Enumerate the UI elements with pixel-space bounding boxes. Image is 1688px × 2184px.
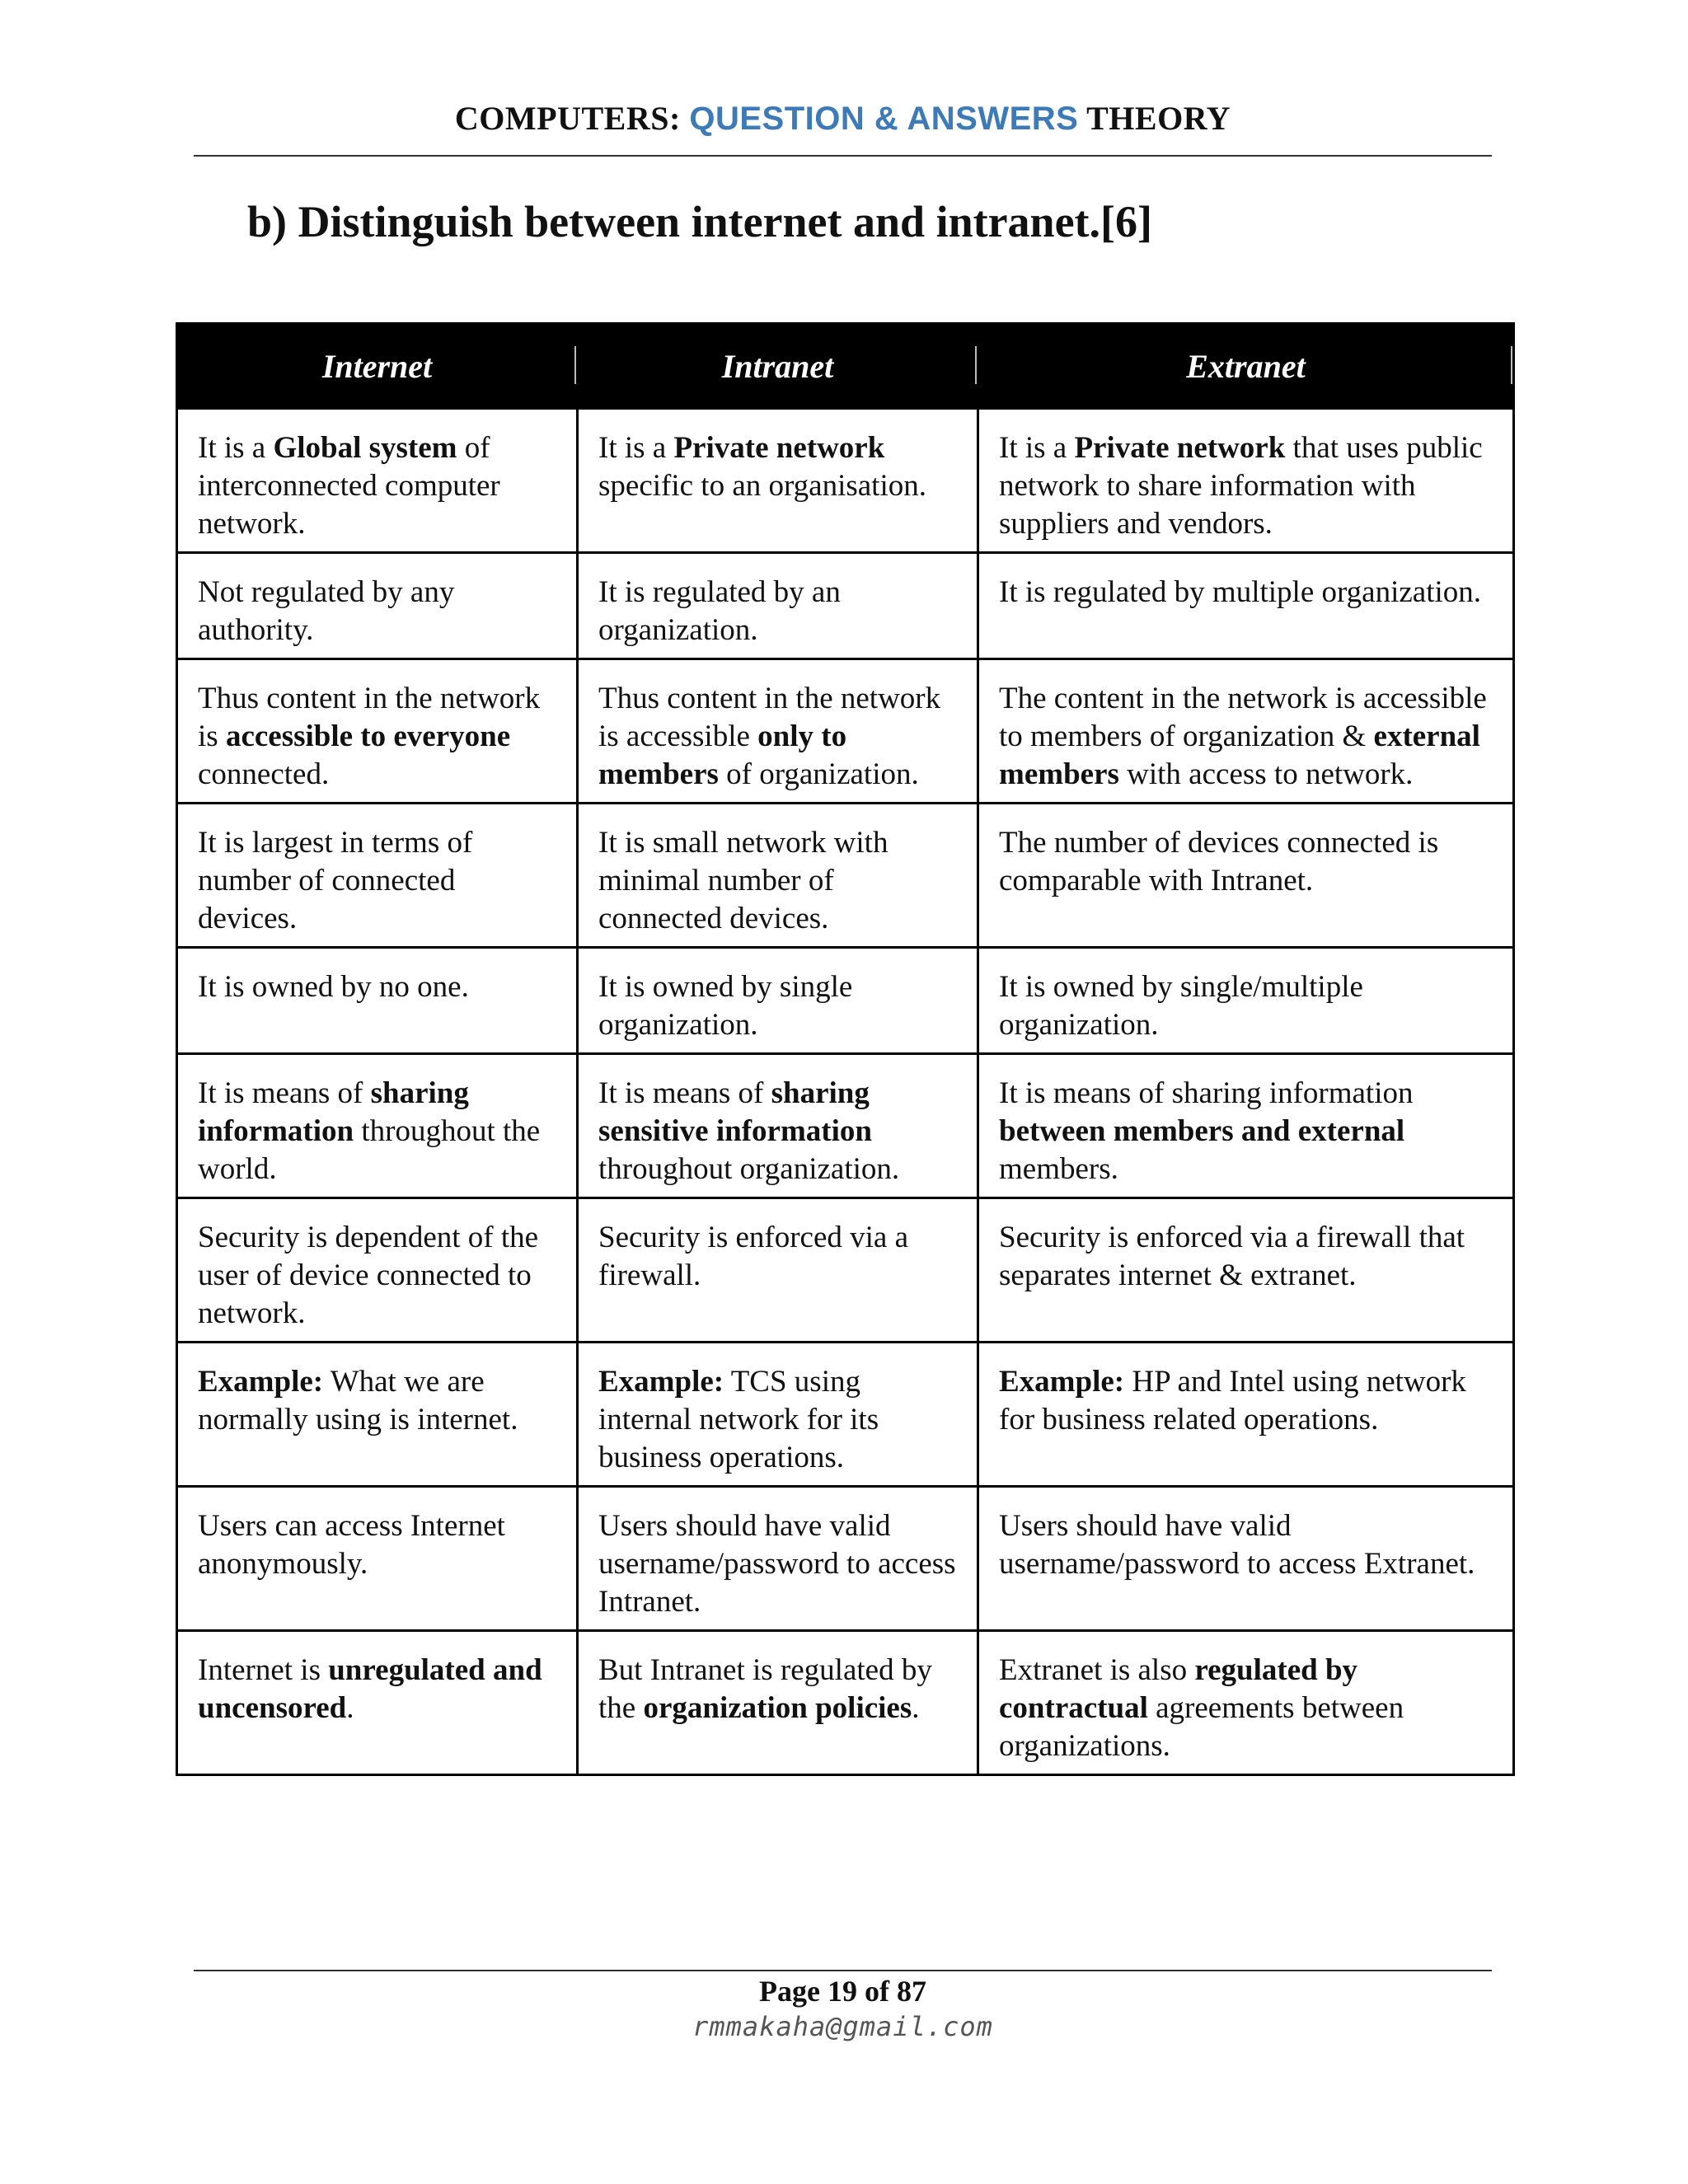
emphasis-text: between members and external	[999, 1114, 1405, 1148]
header-prefix: COMPUTERS	[454, 100, 669, 137]
cell-text: members.	[999, 1152, 1118, 1186]
table-cell-extranet	[978, 659, 1514, 804]
table-header-row	[177, 324, 1514, 409]
column-header-intranet: Intranet	[578, 324, 978, 409]
cell-text: Internet is	[198, 1653, 329, 1687]
cell-text: Thus content in the network is	[198, 682, 541, 753]
table-cell-internet	[177, 1631, 578, 1775]
cell-text: The content in the network is accessible to members of organization &	[999, 682, 1487, 753]
table-cell-internet	[177, 948, 578, 1054]
table-row	[177, 1054, 1514, 1198]
header-colon: :	[669, 100, 681, 137]
emphasis-text: sharing sensitive information	[598, 1076, 872, 1148]
cell-text: of organization.	[718, 757, 919, 791]
footer-email: rmmakaha@gmail.com	[692, 2011, 993, 2042]
cell-text: What we are normally using is internet.	[198, 1365, 518, 1436]
emphasis-text: regulated by contractual	[999, 1653, 1358, 1725]
column-header-extranet: Extranet	[978, 324, 1514, 409]
table-cell-intranet	[578, 1054, 978, 1198]
cell-text: It is regulated by multiple organization.	[999, 575, 1482, 609]
cell-text: .	[912, 1691, 920, 1725]
cell-text: TCS using internal network for its business operations.	[598, 1365, 879, 1474]
cell-text: It is small network with minimal number of connected devices.	[598, 826, 889, 935]
emphasis-text: only to members	[598, 719, 847, 791]
table-cell-internet	[177, 409, 578, 553]
emphasis-text: external members	[999, 719, 1480, 791]
table-cell-extranet	[978, 1343, 1514, 1487]
emphasis-text: Global system	[273, 431, 457, 465]
cell-text: Users should have valid username/password to access Intranet.	[598, 1509, 956, 1619]
table-cell-intranet	[578, 1631, 978, 1775]
table-row	[177, 948, 1514, 1054]
cell-text: with access to network.	[1118, 757, 1414, 791]
emphasis-text: unregulated and uncensored	[198, 1653, 542, 1725]
table-row	[177, 804, 1514, 948]
table-cell-intranet	[578, 409, 978, 553]
cell-text: It is means of	[598, 1076, 771, 1110]
table-cell-extranet	[978, 553, 1514, 659]
cell-text: Security is enforced via a firewall that separates internet & extranet.	[999, 1221, 1465, 1292]
cell-text: It is largest in terms of number of connected devices.	[198, 826, 473, 935]
cell-text: Security is enforced via a firewall.	[598, 1221, 909, 1292]
table-cell-extranet	[978, 1198, 1514, 1343]
table-cell-internet	[177, 1198, 578, 1343]
cell-text: But Intranet is regulated by the	[598, 1653, 932, 1725]
table-cell-intranet	[578, 1487, 978, 1631]
cell-text: that uses public network to share information with suppliers and vendors.	[999, 431, 1483, 541]
cell-text: The number of devices connected is comparable with Intranet.	[999, 826, 1439, 898]
table-cell-extranet	[978, 1631, 1514, 1775]
table-row	[177, 553, 1514, 659]
cell-text: It is owned by single organization.	[598, 970, 853, 1042]
page-header	[194, 99, 1492, 138]
cell-text: agreements between organizations.	[999, 1691, 1404, 1763]
table-cell-intranet	[578, 553, 978, 659]
table-cell-intranet	[578, 804, 978, 948]
emphasis-text: Example:	[999, 1365, 1125, 1399]
table-cell-extranet	[978, 948, 1514, 1054]
cell-text: It is owned by single/multiple organization.	[999, 970, 1363, 1042]
table-row	[177, 1487, 1514, 1631]
emphasis-text: Private network	[1074, 431, 1286, 465]
table-cell-internet	[177, 1054, 578, 1198]
table-cell-internet	[177, 804, 578, 948]
header-rule	[194, 155, 1492, 157]
column-header-internet: Internet	[177, 324, 578, 409]
table-cell-internet	[177, 659, 578, 804]
cell-text: It is means of sharing information	[999, 1076, 1414, 1110]
cell-text: Users should have valid username/password to access Extranet.	[999, 1509, 1475, 1581]
emphasis-text: organization policies	[643, 1691, 912, 1725]
emphasis-text: Example:	[598, 1365, 724, 1399]
table-cell-intranet	[578, 659, 978, 804]
table-cell-intranet	[578, 1343, 978, 1487]
header-accent: QUESTION & ANSWERS	[689, 101, 1079, 137]
table-cell-internet	[177, 1487, 578, 1631]
table-row	[177, 409, 1514, 553]
cell-text: Extranet is also	[999, 1653, 1195, 1687]
emphasis-text: accessible to everyone	[225, 719, 511, 753]
cell-text: of interconnected computer network.	[198, 431, 500, 541]
table-body	[177, 409, 1514, 1775]
table-cell-extranet	[978, 1487, 1514, 1631]
table-cell-extranet	[978, 804, 1514, 948]
table-row	[177, 659, 1514, 804]
cell-text: throughout organization.	[598, 1152, 900, 1186]
footer-rule	[194, 1970, 1492, 1971]
emphasis-text: sharing information	[198, 1076, 469, 1148]
table-row	[177, 1343, 1514, 1487]
emphasis-text: Private network	[673, 431, 885, 465]
table-row	[177, 1198, 1514, 1343]
cell-text: It is a	[999, 431, 1075, 465]
cell-text: specific to an organisation.	[598, 469, 926, 503]
cell-text: Thus content in the network is accessible	[598, 682, 941, 753]
table-cell-intranet	[578, 1198, 978, 1343]
cell-text: throughout the world.	[198, 1114, 541, 1186]
cell-text: It is a	[198, 431, 274, 465]
table-cell-extranet	[978, 409, 1514, 553]
header-suffix: THEORY	[1086, 100, 1231, 137]
cell-text: Security is dependent of the user of device connected to network.	[198, 1221, 539, 1330]
table-cell-internet	[177, 553, 578, 659]
cell-text: Not regulated by any authority.	[198, 575, 455, 647]
table-cell-intranet	[578, 948, 978, 1054]
question-heading: b) Distinguish between internet and intranet.[6]	[247, 197, 1153, 246]
cell-text: .	[346, 1691, 354, 1725]
cell-text: It is regulated by an organization.	[598, 575, 841, 647]
comparison-table	[176, 322, 1515, 1776]
cell-text: It is owned by no one.	[198, 970, 469, 1004]
table-cell-extranet	[978, 1054, 1514, 1198]
cell-text: connected.	[198, 757, 330, 791]
table-cell-internet	[177, 1343, 578, 1487]
cell-text: It is means of	[198, 1076, 371, 1110]
page-number: Page 19 of 87	[759, 1975, 926, 2008]
emphasis-text: Example:	[198, 1365, 324, 1399]
cell-text: It is a	[598, 431, 674, 465]
cell-text: Users can access Internet anonymously.	[198, 1509, 505, 1581]
cell-text: HP and Intel using network for business related operations.	[999, 1365, 1466, 1436]
table-row	[177, 1631, 1514, 1775]
